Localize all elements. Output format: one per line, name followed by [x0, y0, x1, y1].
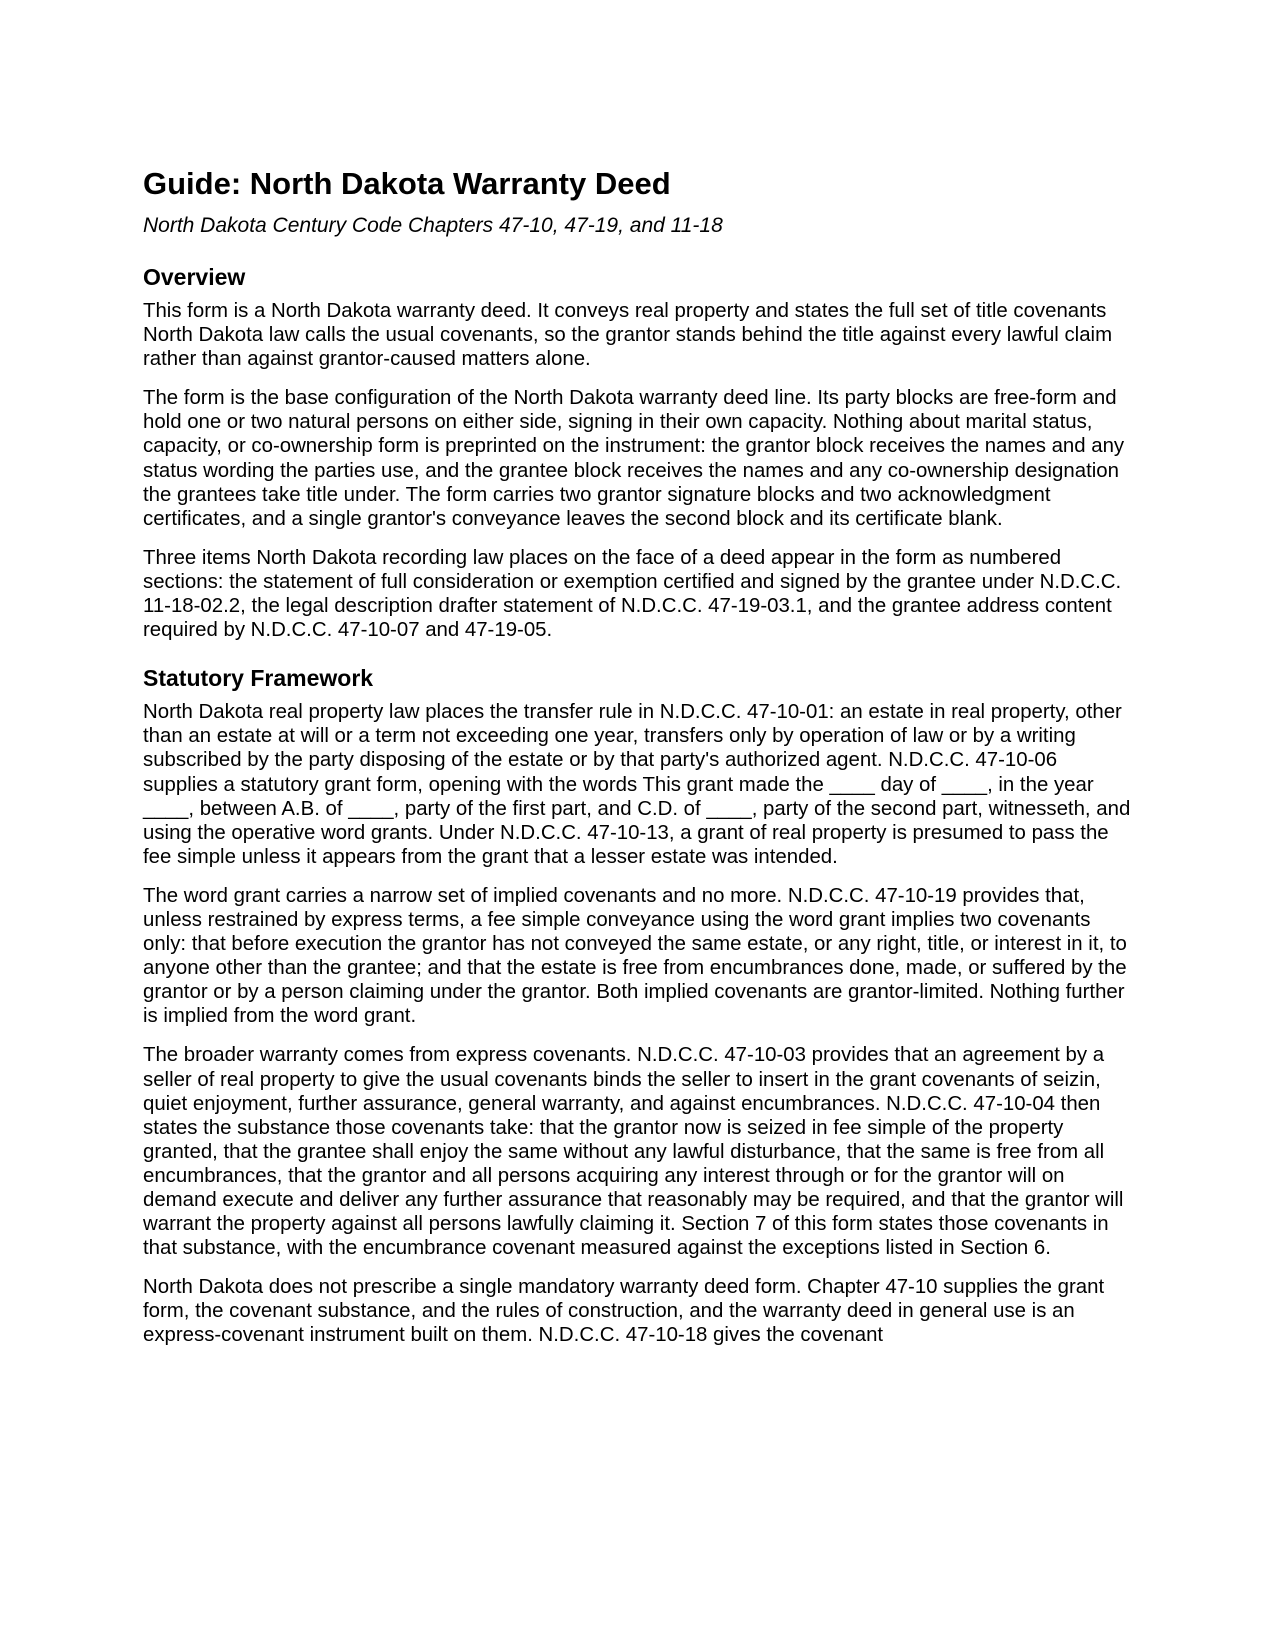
- page-title: Guide: North Dakota Warranty Deed: [143, 166, 671, 201]
- document-page: [143, 165, 1133, 1348]
- section-heading-overview: Overview: [143, 264, 246, 290]
- page-subtitle: North Dakota Century Code Chapters 47-10, 47-19, and 11-18: [143, 214, 723, 237]
- paragraph: Three items North Dakota recording law places on the face of a deed appear in the form as numbered sections: the statement of full consideration or exemption certified and signed by the grantee under N.D.C.C. 11-18-02.2, the legal description drafter statement of N.D.C.C. 47-19-03.1, and the grantee address content required by N.D.C.C. 47-10-07 and 47-19-05.: [143, 546, 1122, 642]
- section-heading-statutory-framework: Statutory Framework: [143, 665, 374, 692]
- paragraph: North Dakota does not prescribe a single mandatory warranty deed form. Chapter 47-10 supplies the grant form, the covenant substance, and the rules of construction, and the warranty deed in general use is an express-covenant instrument built on them. N.D.C.C. 47-10-18 gives the covenant: [143, 1276, 1105, 1347]
- paragraph: The broader warranty comes from express covenants. N.D.C.C. 47-10-03 provides that an agreement by a seller of real property to give the usual covenants binds the seller to insert in the grant covenants of seizin, quiet enjoyment, further assurance, general warranty, and against encumbrances. N.D.C.C. 47-10-04 then states the substance those covenants take: that the grantor now is seized in fee simple of the property granted, that the grantee shall enjoy the same without any lawful disturbance, that the same is free from all encumbrances, that the grantor and all persons acquiring any interest through or for the grantor will on demand execute and deliver any further assurance that reasonably may be required, and that the grantor will warrant the property against all persons lawfully claiming it. Section 7 of this form states those covenants in that substance, with the encumbrance covenant measured against the exceptions listed in Section 6.: [143, 1044, 1124, 1260]
- paragraph: This form is a North Dakota warranty deed. It conveys real property and states the full set of title covenants North Dakota law calls the usual covenants, so the grantor stands behind the title against every lawful claim rather than against grantor-caused matters alone.: [143, 300, 1113, 371]
- paragraph: The form is the base configuration of the North Dakota warranty deed line. Its party blocks are free-form and hold one or two natural persons on either side, signing in their own capacity. Nothing about marital status, capacity, or co-ownership form is preprinted on the instrument: the grantor block receives the names and any status wording the parties use, and the grantee block receives the names and any co-ownership designation the grantees take title under. The form carries two grantor signature blocks and two acknowledgment certificates, and a single grantor's conveyance leaves the second block and its certificate blank.: [143, 387, 1125, 530]
- paragraph: The word grant carries a narrow set of implied covenants and no more. N.D.C.C. 47-10-19 provides that, unless restrained by express terms, a fee simple conveyance using the word grant implies two covenants only: that before execution the grantor has not conveyed the same estate, or any right, title, or interest in it, to anyone other than the grantee; and that the estate is free from encumbrances done, made, or suffered by the grantor or by a person claiming under the grantor. Both implied covenants are grantor-limited. Nothing further is implied from the word grant.: [143, 884, 1127, 1028]
- paragraph: North Dakota real property law places the transfer rule in N.D.C.C. 47-10-01: an estate in real property, other than an estate at will or a term not exceeding one year, transfers only by operation of law or by a writing subscribed by the party disposing of the estate or by that party's authorized agent. N.D.C.C. 47-10-06 supplies a statutory grant form, opening with the words This grant made the ____ day of ____, in the year ____, between A.B. of ____, party of the first part, and C.D. of ____, party of the second part, witnesseth, and using the operative word grants. Under N.D.C.C. 47-10-13, a grant of real property is presumed to pass the fee simple unless it appears from the grant that a lesser estate was intended.: [143, 701, 1131, 868]
